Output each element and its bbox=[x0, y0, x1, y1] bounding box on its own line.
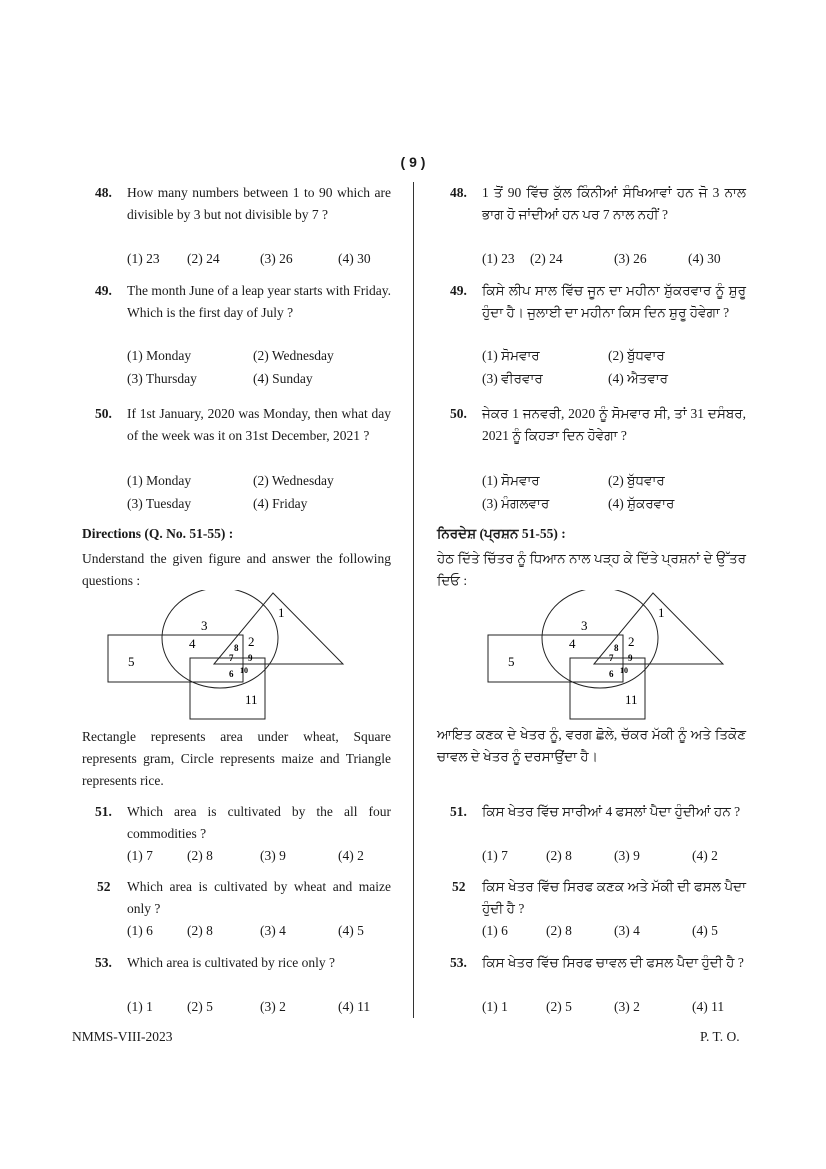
region-label: 6 bbox=[229, 669, 234, 679]
region-label: 5 bbox=[128, 654, 135, 669]
option-4[interactable]: (4) 5 bbox=[338, 923, 364, 938]
footer-pto: P. T. O. bbox=[700, 1029, 740, 1044]
option-1[interactable]: (1) 7 bbox=[127, 848, 153, 863]
venn-figure bbox=[480, 590, 740, 722]
option-2[interactable]: (2) 8 bbox=[187, 848, 213, 863]
option-2[interactable]: (2) 5 bbox=[546, 999, 572, 1014]
option-4[interactable]: (4) 2 bbox=[338, 848, 364, 863]
question-number: 48. bbox=[95, 185, 112, 200]
option-3[interactable]: (3) 9 bbox=[260, 848, 286, 863]
directions-heading: Directions (Q. No. 51-55) : bbox=[82, 526, 234, 541]
directions-text: Understand the given figure and answer the following questions : bbox=[82, 551, 391, 588]
option-4[interactable]: (4) 11 bbox=[692, 999, 725, 1014]
option-3[interactable]: (3) 4 bbox=[614, 923, 640, 938]
region-label: 9 bbox=[628, 653, 633, 663]
question-number: 53. bbox=[450, 955, 467, 970]
question-text: How many numbers between 1 to 90 which are divisible by 3 but not divisible by 7 ? bbox=[127, 185, 391, 222]
option-4[interactable]: (4) 30 bbox=[338, 251, 371, 266]
region-label: 5 bbox=[508, 654, 515, 669]
question-text: ਜੇਕਰ 1 ਜਨਵਰੀ, 2020 ਨੂੰ ਸੋਮਵਾਰ ਸੀ, ਤਾਂ 31 ਦਸੰਬਰ, 2021 ਨੂੰ ਕਿਹੜਾ ਦਿਨ ਹੋਵੇਗਾ ? bbox=[482, 406, 746, 443]
region-label: 8 bbox=[614, 643, 619, 653]
option-3[interactable]: (3) 4 bbox=[260, 923, 286, 938]
page-number: ( 9 ) bbox=[400, 154, 426, 170]
question-49 bbox=[95, 280, 391, 390]
figure-legend: Rectangle represents area under wheat, Square represents gram, Circle represents maize and Triangle represents rice. bbox=[82, 729, 391, 788]
option-2[interactable]: (2) Wednesday bbox=[253, 473, 334, 488]
option-1[interactable]: (1) ਸੋਮਵਾਰ bbox=[482, 473, 540, 488]
question-number: 52 bbox=[97, 879, 111, 894]
region-label: 11 bbox=[245, 692, 258, 707]
option-3[interactable]: (3) Thursday bbox=[127, 371, 197, 386]
question-text: Which area is cultivated by wheat and maize only ? bbox=[127, 879, 391, 916]
region-label: 8 bbox=[234, 643, 239, 653]
question-50-punjabi bbox=[450, 403, 746, 518]
option-2[interactable]: (2) 5 bbox=[187, 999, 213, 1014]
option-3[interactable]: (3) 26 bbox=[260, 251, 293, 266]
option-3[interactable]: (3) Tuesday bbox=[127, 496, 192, 511]
question-number: 52 bbox=[452, 879, 466, 894]
question-48-punjabi bbox=[450, 182, 746, 274]
option-4[interactable]: (4) ਐਤਵਾਰ bbox=[608, 371, 669, 386]
region-label: 7 bbox=[609, 653, 614, 663]
option-4[interactable]: (4) ਸ਼ੁੱਕਰਵਾਰ bbox=[608, 496, 675, 511]
option-2[interactable]: (2) ਬੁੱਧਵਾਰ bbox=[608, 348, 665, 363]
option-3[interactable]: (3) ਮੰਗਲਵਾਰ bbox=[482, 496, 550, 511]
question-53 bbox=[95, 952, 391, 1018]
question-text: ਕਿਸ ਖੇਤਰ ਵਿੱਚ ਸਾਰੀਆਂ 4 ਫਸਲਾਂ ਪੈਦਾ ਹੁੰਦੀਆਂ ਹਨ ? bbox=[482, 804, 741, 819]
directions-heading: ਨਿਰਦੇਸ਼ (ਪ੍ਰਸ਼ਨ 51-55) : bbox=[437, 526, 566, 541]
option-2[interactable]: (2) 8 bbox=[546, 848, 572, 863]
option-4[interactable]: (4) 2 bbox=[692, 848, 718, 863]
option-3[interactable]: (3) 2 bbox=[260, 999, 286, 1014]
option-4[interactable]: (4) Friday bbox=[253, 496, 308, 511]
question-text: ਕਿਸੇ ਲੀਪ ਸਾਲ ਵਿੱਚ ਜੂਨ ਦਾ ਮਹੀਨਾ ਸ਼ੁੱਕਰਵਾਰ ਨੂੰ ਸ਼ੁਰੂ ਹੁੰਦਾ ਹੈ। ਜੁਲਾਈ ਦਾ ਮਹੀਨਾ ਕਿਸ ਦਿਨ ਸ਼ੁਰੂ ਹੋਵੇਗਾ ? bbox=[482, 283, 746, 320]
option-2[interactable]: (2) 8 bbox=[187, 923, 213, 938]
question-number: 50. bbox=[450, 406, 467, 421]
region-label: 3 bbox=[201, 618, 208, 633]
region-label: 3 bbox=[581, 618, 588, 633]
question-text: Which area is cultivated by the all four commodities ? bbox=[127, 804, 391, 841]
question-number: 51. bbox=[450, 804, 467, 819]
region-label: 1 bbox=[278, 605, 285, 620]
option-3[interactable]: (3) ਵੀਰਵਾਰ bbox=[482, 371, 543, 386]
figure-legend: ਆਇਤ ਕਣਕ ਦੇ ਖੇਤਰ ਨੂੰ, ਵਰਗ ਛੋਲੇ, ਚੱਕਰ ਮੱਕੀ ਨੂੰ ਅਤੇ ਤਿਕੋਣ ਚਾਵਲ ਦੇ ਖੇਤਰ ਨੂੰ ਦਰਸਾਉਂਦਾ ਹੈ। bbox=[437, 727, 746, 764]
option-2[interactable]: (2) Wednesday bbox=[253, 348, 334, 363]
question-text: If 1st January, 2020 was Monday, then what day of the week was it on 31st December, 2021 ? bbox=[127, 406, 391, 443]
question-number: 49. bbox=[450, 283, 467, 298]
option-1[interactable]: (1) 7 bbox=[482, 848, 508, 863]
question-52-punjabi bbox=[452, 876, 746, 942]
region-label: 10 bbox=[240, 666, 248, 675]
region-label: 1 bbox=[658, 605, 665, 620]
question-text: ਕਿਸ ਖੇਤਰ ਵਿੱਚ ਸਿਰਫ ਕਣਕ ਅਤੇ ਮੱਕੀ ਦੀ ਫਸਲ ਪੈਦਾ ਹੁੰਦੀ ਹੈ ? bbox=[482, 879, 746, 916]
option-1[interactable]: (1) 1 bbox=[127, 999, 153, 1014]
square-gram bbox=[190, 658, 265, 719]
option-2[interactable]: (2) 8 bbox=[546, 923, 572, 938]
question-number: 51. bbox=[95, 804, 112, 819]
region-label: 4 bbox=[569, 636, 576, 651]
option-3[interactable]: (3) 26 bbox=[614, 251, 647, 266]
option-1[interactable]: (1) ਸੋਮਵਾਰ bbox=[482, 348, 540, 363]
option-4[interactable]: (4) Sunday bbox=[253, 371, 313, 386]
region-label: 4 bbox=[189, 636, 196, 651]
option-4[interactable]: (4) 11 bbox=[338, 999, 371, 1014]
column-divider bbox=[413, 182, 414, 1018]
question-51-punjabi bbox=[450, 801, 746, 867]
question-number: 49. bbox=[95, 283, 112, 298]
question-text: Which area is cultivated by rice only ? bbox=[127, 955, 336, 970]
region-label: 6 bbox=[609, 669, 614, 679]
question-51 bbox=[95, 801, 391, 867]
region-label: 2 bbox=[628, 634, 635, 649]
question-number: 53. bbox=[95, 955, 112, 970]
question-49-punjabi bbox=[450, 280, 746, 392]
question-text: The month June of a leap year starts with Friday. Which is the first day of July ? bbox=[127, 283, 391, 320]
question-53-punjabi bbox=[450, 952, 746, 1018]
option-2[interactable]: (2) 24 bbox=[530, 251, 563, 266]
question-52 bbox=[97, 876, 391, 942]
option-1[interactable]: (1) Monday bbox=[127, 473, 192, 488]
option-3[interactable]: (3) 9 bbox=[614, 848, 640, 863]
question-50 bbox=[95, 403, 391, 518]
option-1[interactable]: (1) 6 bbox=[127, 923, 153, 938]
region-label: 10 bbox=[620, 666, 628, 675]
footer-exam-code: NMMS-VIII-2023 bbox=[72, 1029, 173, 1044]
option-4[interactable]: (4) 30 bbox=[688, 251, 721, 266]
region-label: 7 bbox=[229, 653, 234, 663]
question-48 bbox=[95, 182, 391, 272]
question-number: 50. bbox=[95, 406, 112, 421]
option-2[interactable]: (2) 24 bbox=[187, 251, 220, 266]
option-3[interactable]: (3) 2 bbox=[614, 999, 640, 1014]
circle-maize bbox=[162, 590, 278, 688]
circle-maize bbox=[542, 590, 658, 688]
option-1[interactable]: (1) 23 bbox=[482, 251, 515, 266]
region-label: 2 bbox=[248, 634, 255, 649]
question-number: 48. bbox=[450, 185, 467, 200]
region-label: 11 bbox=[625, 692, 638, 707]
option-1[interactable]: (1) Monday bbox=[127, 348, 192, 363]
option-1[interactable]: (1) 23 bbox=[127, 251, 160, 266]
option-1[interactable]: (1) 1 bbox=[482, 999, 508, 1014]
directions-text: ਹੇਠ ਦਿੱਤੇ ਚਿੱਤਰ ਨੂੰ ਧਿਆਨ ਨਾਲ ਪੜ੍ਹ ਕੇ ਦਿੱਤੇ ਪ੍ਰਸ਼ਨਾਂ ਦੇ ਉੱਤਰ ਦਿਓ : bbox=[437, 551, 746, 588]
option-2[interactable]: (2) ਬੁੱਧਵਾਰ bbox=[608, 473, 665, 488]
question-text: 1 ਤੋਂ 90 ਵਿੱਚ ਕੁੱਲ ਕਿੰਨੀਆਂ ਸੰਖਿਆਵਾਂ ਹਨ ਜੋ 3 ਨਾਲ ਭਾਗ ਹੋ ਜਾਂਦੀਆਂ ਹਨ ਪਰ 7 ਨਾਲ ਨਹੀਂ ? bbox=[482, 185, 746, 222]
square-gram bbox=[570, 658, 645, 719]
option-4[interactable]: (4) 5 bbox=[692, 923, 718, 938]
option-1[interactable]: (1) 6 bbox=[482, 923, 508, 938]
venn-figure bbox=[100, 590, 360, 722]
question-text: ਕਿਸ ਖੇਤਰ ਵਿੱਚ ਸਿਰਫ ਚਾਵਲ ਦੀ ਫਸਲ ਪੈਦਾ ਹੁੰਦੀ ਹੈ ? bbox=[482, 955, 744, 970]
region-label: 9 bbox=[248, 653, 253, 663]
